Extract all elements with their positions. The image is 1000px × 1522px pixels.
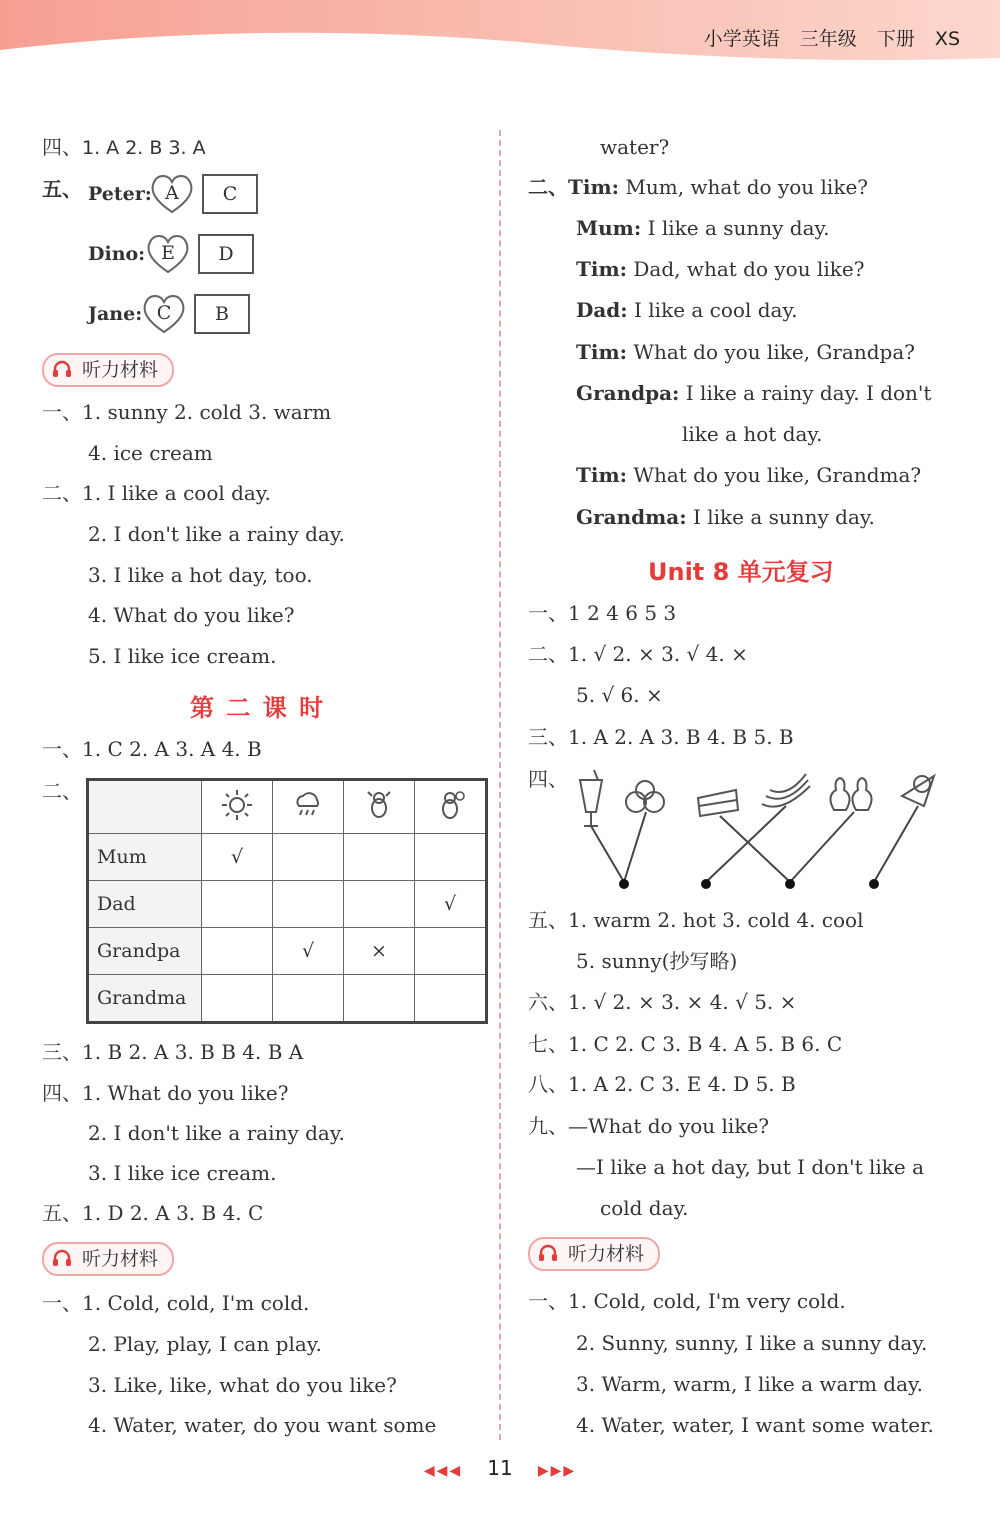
row-name: Dad	[88, 881, 202, 928]
utterance: I like a sunny day.	[692, 505, 875, 529]
sunny-icon	[202, 780, 273, 834]
answer-section-1: 一、1. C 2. A 3. A 4. B	[42, 737, 262, 761]
dialog-line	[576, 297, 797, 323]
speaker: Tim:	[576, 340, 628, 364]
listening-line: 3. Like, like, what do you like?	[88, 1373, 397, 1397]
answer-line: 九、—What do you like?	[528, 1114, 770, 1138]
matching-row	[88, 292, 250, 336]
speaker: Mum:	[576, 216, 642, 240]
answer-line: 5. sunny(抄写略)	[576, 949, 738, 973]
section-2-label: 二、	[42, 779, 82, 803]
dialog-line	[576, 339, 915, 365]
heart-letter: A	[165, 182, 179, 204]
dialog-line	[576, 504, 875, 530]
listening-line: 2. Sunny, sunny, I like a sunny day.	[576, 1331, 928, 1355]
utterance: I like a sunny day.	[647, 216, 830, 240]
row-name: Jane:	[88, 303, 143, 325]
answer-text: 1. A 2. B 3. A	[82, 137, 206, 159]
mark: ×	[344, 928, 415, 975]
row-name: Mum	[88, 834, 202, 881]
badge-label: 听力材料	[82, 1248, 159, 1270]
answer-line: 七、1. C 2. C 3. B 4. A 5. B 6. C	[528, 1032, 843, 1056]
box-answer: B	[194, 294, 250, 334]
listening-line: 5. I like ice cream.	[88, 644, 277, 668]
page-footer	[0, 1456, 1000, 1480]
speaker: Grandpa:	[576, 381, 680, 405]
utterance: What do you like, Grandma?	[633, 463, 922, 487]
mark	[344, 834, 415, 881]
table-row	[88, 881, 487, 928]
listening-line: 2. Play, play, I can play.	[88, 1332, 322, 1356]
prev-page-arrows[interactable]: ◀◀◀	[423, 1463, 463, 1479]
dialog-line	[576, 256, 864, 282]
headphones-icon	[52, 360, 72, 378]
listening-line: 一、1. Cold, cold, I'm cold.	[42, 1291, 310, 1315]
listening-line: 4. ice cream	[88, 441, 213, 465]
mark	[415, 975, 487, 1023]
speaker: 二、Tim:	[528, 175, 620, 199]
answer-line: 2. I don't like a rainy day.	[88, 1121, 345, 1145]
header-edition: XS	[934, 28, 960, 50]
header-band	[0, 0, 1000, 78]
pears-icon	[830, 778, 871, 810]
answer-line: 四、1. What do you like?	[42, 1081, 289, 1105]
answer-line: cold day.	[600, 1196, 689, 1220]
row-name: Dino:	[88, 243, 146, 265]
headphones-icon	[52, 1249, 72, 1267]
listening-badge	[528, 1237, 660, 1271]
answer-line: 一、1 2 4 6 5 3	[528, 601, 677, 625]
listening-line: 二、1. I like a cool day.	[42, 481, 271, 505]
header-volume: 下册	[876, 28, 915, 50]
listening-line: 4. What do you like?	[88, 603, 295, 627]
utterance: I like a cool day.	[634, 298, 798, 322]
answer-section-5: 五、1. D 2. A 3. B 4. C	[42, 1201, 264, 1225]
listening-badge	[42, 353, 174, 387]
listening-line: 4. Water, water, I want some water.	[576, 1413, 934, 1437]
mark	[344, 881, 415, 928]
apples-icon	[626, 781, 664, 812]
ice-cream-icon	[902, 776, 934, 806]
listening-line: 3. I like a hot day, too.	[88, 563, 313, 587]
bananas-icon	[762, 774, 810, 807]
mark	[202, 881, 273, 928]
heart-answer	[140, 292, 188, 336]
header-title	[704, 24, 960, 51]
speaker: Dad:	[576, 298, 628, 322]
hot-icon	[415, 780, 487, 834]
speaker: Tim:	[576, 463, 628, 487]
speaker: Grandma:	[576, 505, 687, 529]
matching-row	[88, 232, 254, 276]
box-answer: C	[202, 174, 258, 214]
listening-line: 一、1. Cold, cold, I'm very cold.	[528, 1289, 846, 1313]
dialog-line	[528, 174, 868, 200]
utterance: Dad, what do you like?	[633, 257, 865, 281]
column-divider	[499, 130, 501, 1440]
header-grade: 三年级	[799, 28, 857, 50]
table-row	[88, 928, 487, 975]
box-answer: D	[198, 234, 254, 274]
utterance: like a hot day.	[682, 422, 823, 446]
mark: √	[415, 881, 487, 928]
mark	[415, 928, 487, 975]
section-label: 四、	[42, 135, 82, 159]
row-name: Grandpa	[88, 928, 202, 975]
heart-letter: C	[156, 302, 172, 324]
continued-text: water?	[600, 135, 670, 159]
mark	[344, 975, 415, 1023]
listening-line: 2. I don't like a rainy day.	[88, 522, 345, 546]
heart-answer	[148, 172, 196, 216]
dialog-line	[576, 380, 931, 406]
mark	[202, 975, 273, 1023]
mark	[273, 881, 344, 928]
table-header-row	[88, 780, 487, 834]
fruit-matching-diagram	[572, 766, 952, 896]
badge-label: 听力材料	[568, 1243, 645, 1265]
headphones-icon	[538, 1244, 558, 1262]
lesson-title: 第 二 课 时	[190, 694, 326, 722]
answer-section-3: 三、1. B 2. A 3. B B 4. B A	[42, 1040, 304, 1064]
speaker: Tim:	[576, 257, 628, 281]
row-name: Peter:	[88, 183, 152, 205]
mark	[273, 975, 344, 1023]
answer-line: 五、1. warm 2. hot 3. cold 4. cool	[528, 908, 864, 932]
mark: √	[202, 834, 273, 881]
header-subject: 小学英语	[703, 28, 780, 50]
weather-table	[86, 778, 488, 1024]
answer-line: 八、1. A 2. C 3. E 4. D 5. B	[528, 1072, 796, 1096]
answer-line: 二、1. √ 2. × 3. √ 4. ×	[528, 642, 748, 666]
mark	[202, 928, 273, 975]
juice-icon	[580, 770, 602, 826]
section-5-label: 五、	[42, 177, 82, 201]
rainy-icon	[273, 780, 344, 834]
dialog-line	[682, 421, 822, 447]
page-number: 11	[487, 1456, 513, 1480]
answer-line: —I like a hot day, but I don't like a	[576, 1155, 925, 1179]
utterance: I like a rainy day. I don't	[685, 381, 932, 405]
heart-answer	[144, 232, 192, 276]
answer-line: 六、1. √ 2. × 3. × 4. √ 5. ×	[528, 990, 797, 1014]
table-row	[88, 834, 487, 881]
cake-icon	[698, 790, 738, 816]
answer-section-4	[42, 134, 206, 161]
row-name: Grandma	[88, 975, 202, 1023]
answer-line: 四、	[528, 767, 568, 791]
answer-line: 3. I like ice cream.	[88, 1161, 277, 1185]
matching-row	[88, 172, 258, 216]
listening-badge	[42, 1242, 174, 1276]
heart-letter: E	[161, 242, 175, 264]
listening-line: 一、1. sunny 2. cold 3. warm	[42, 400, 332, 424]
table-row	[88, 975, 487, 1023]
utterance: Mum, what do you like?	[625, 175, 868, 199]
utterance: What do you like, Grandpa?	[633, 340, 915, 364]
answer-line: 5. √ 6. ×	[576, 683, 663, 707]
badge-label: 听力材料	[82, 359, 159, 381]
mark	[273, 834, 344, 881]
mark: √	[273, 928, 344, 975]
unit-title: Unit 8 单元复习	[648, 558, 834, 586]
cold-icon	[344, 780, 415, 834]
answer-line: 三、1. A 2. A 3. B 4. B 5. B	[528, 725, 794, 749]
mark	[415, 834, 487, 881]
listening-line: 4. Water, water, do you want some	[88, 1413, 437, 1437]
dialog-line	[576, 215, 830, 241]
dialog-line	[576, 462, 921, 488]
listening-line: 3. Warm, warm, I like a warm day.	[576, 1372, 924, 1396]
next-page-arrows[interactable]: ▶▶▶	[537, 1463, 577, 1479]
